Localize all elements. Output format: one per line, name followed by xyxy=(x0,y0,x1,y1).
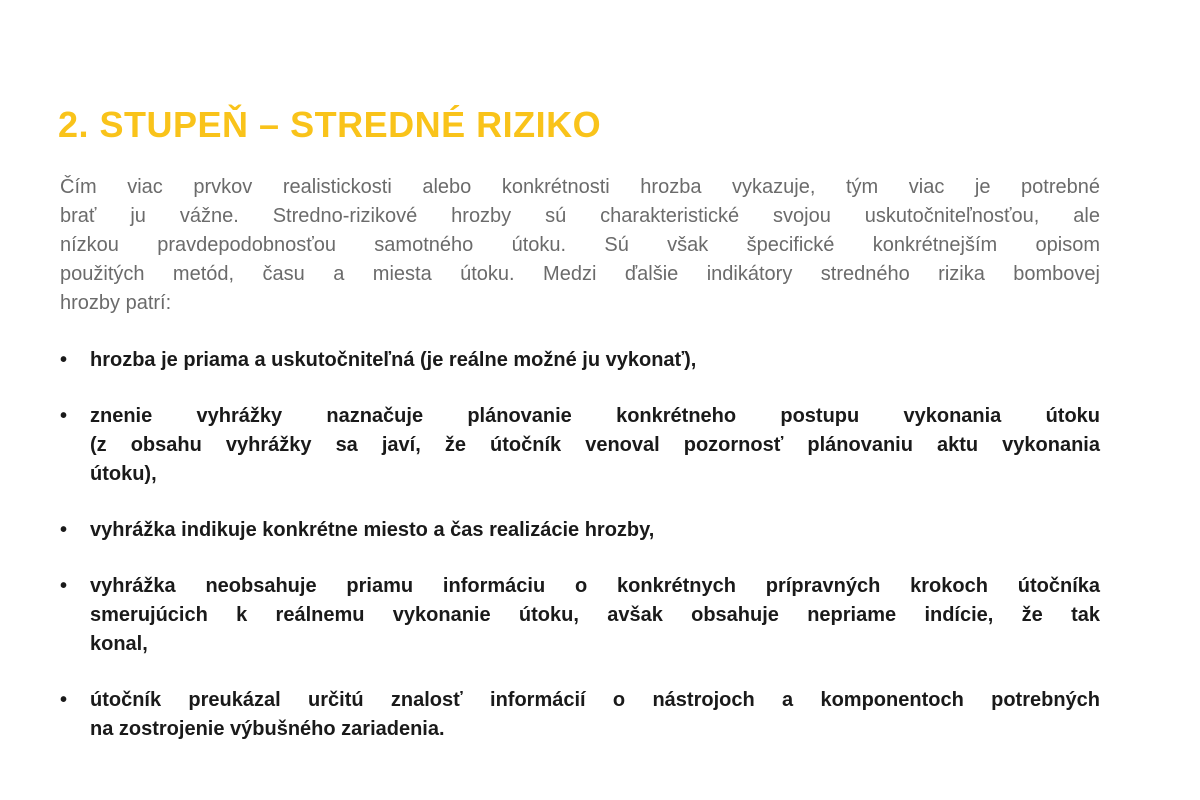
list-item-line: hrozba je priama a uskutočniteľná (je reálne možné ju vykonať), xyxy=(90,349,697,371)
intro-line: použitých metód, času a miesta útoku. Medzi ďalšie indikátory stredného rizika bombovej xyxy=(60,263,1100,285)
list-item-line: vyhrážka neobsahuje priamu informáciu o konkrétnych prípravných krokoch útočníka xyxy=(90,575,1100,597)
list-item-line: na zostrojenie výbušného zariadenia. xyxy=(90,718,445,740)
section-heading: 2. STUPEŇ – STREDNÉ RIZIKO xyxy=(58,104,602,145)
list-item xyxy=(60,346,1100,375)
list-item xyxy=(60,516,1100,545)
list-item xyxy=(60,572,1100,659)
list-item-line: smerujúcich k reálnemu vykonanie útoku, avšak obsahuje nepriame indície, že tak xyxy=(90,604,1100,626)
intro-line: hrozby patrí: xyxy=(60,292,172,314)
list-item-line: konal, xyxy=(90,633,148,655)
bullet-icon: • xyxy=(60,405,68,427)
intro-line: nízkou pravdepodobnosťou samotného útoku. Sú však špecifické konkrétnejším opisom xyxy=(60,234,1100,256)
bullet-icon: • xyxy=(60,689,68,711)
list-item-line: útoku), xyxy=(90,463,157,485)
list-item-line: útočník preukázal určitú znalosť informácií o nástrojoch a komponentoch potrebných xyxy=(90,689,1100,711)
intro-line: Čím viac prvkov realistickosti alebo konkrétnosti hrozba vykazuje, tým viac je potrebné xyxy=(60,176,1100,198)
bullet-icon: • xyxy=(60,349,68,371)
list-item-line: (z obsahu vyhrážky sa javí, že útočník venoval pozornosť plánovaniu aktu vykonania xyxy=(90,434,1100,456)
bullet-icon: • xyxy=(60,575,68,597)
list-item-line: znenie vyhrážky naznačuje plánovanie konkrétneho postupu vykonania útoku xyxy=(90,405,1100,427)
bullet-icon: • xyxy=(60,519,68,541)
list-item xyxy=(60,686,1100,744)
list-item xyxy=(60,402,1100,489)
intro-line: brať ju vážne. Stredno-rizikové hrozby sú charakteristické svojou uskutočniteľnosťou, ale xyxy=(60,205,1100,227)
indicator-list xyxy=(60,346,1100,771)
intro-paragraph xyxy=(60,173,1100,318)
list-item-line: vyhrážka indikuje konkrétne miesto a čas realizácie hrozby, xyxy=(90,519,655,541)
